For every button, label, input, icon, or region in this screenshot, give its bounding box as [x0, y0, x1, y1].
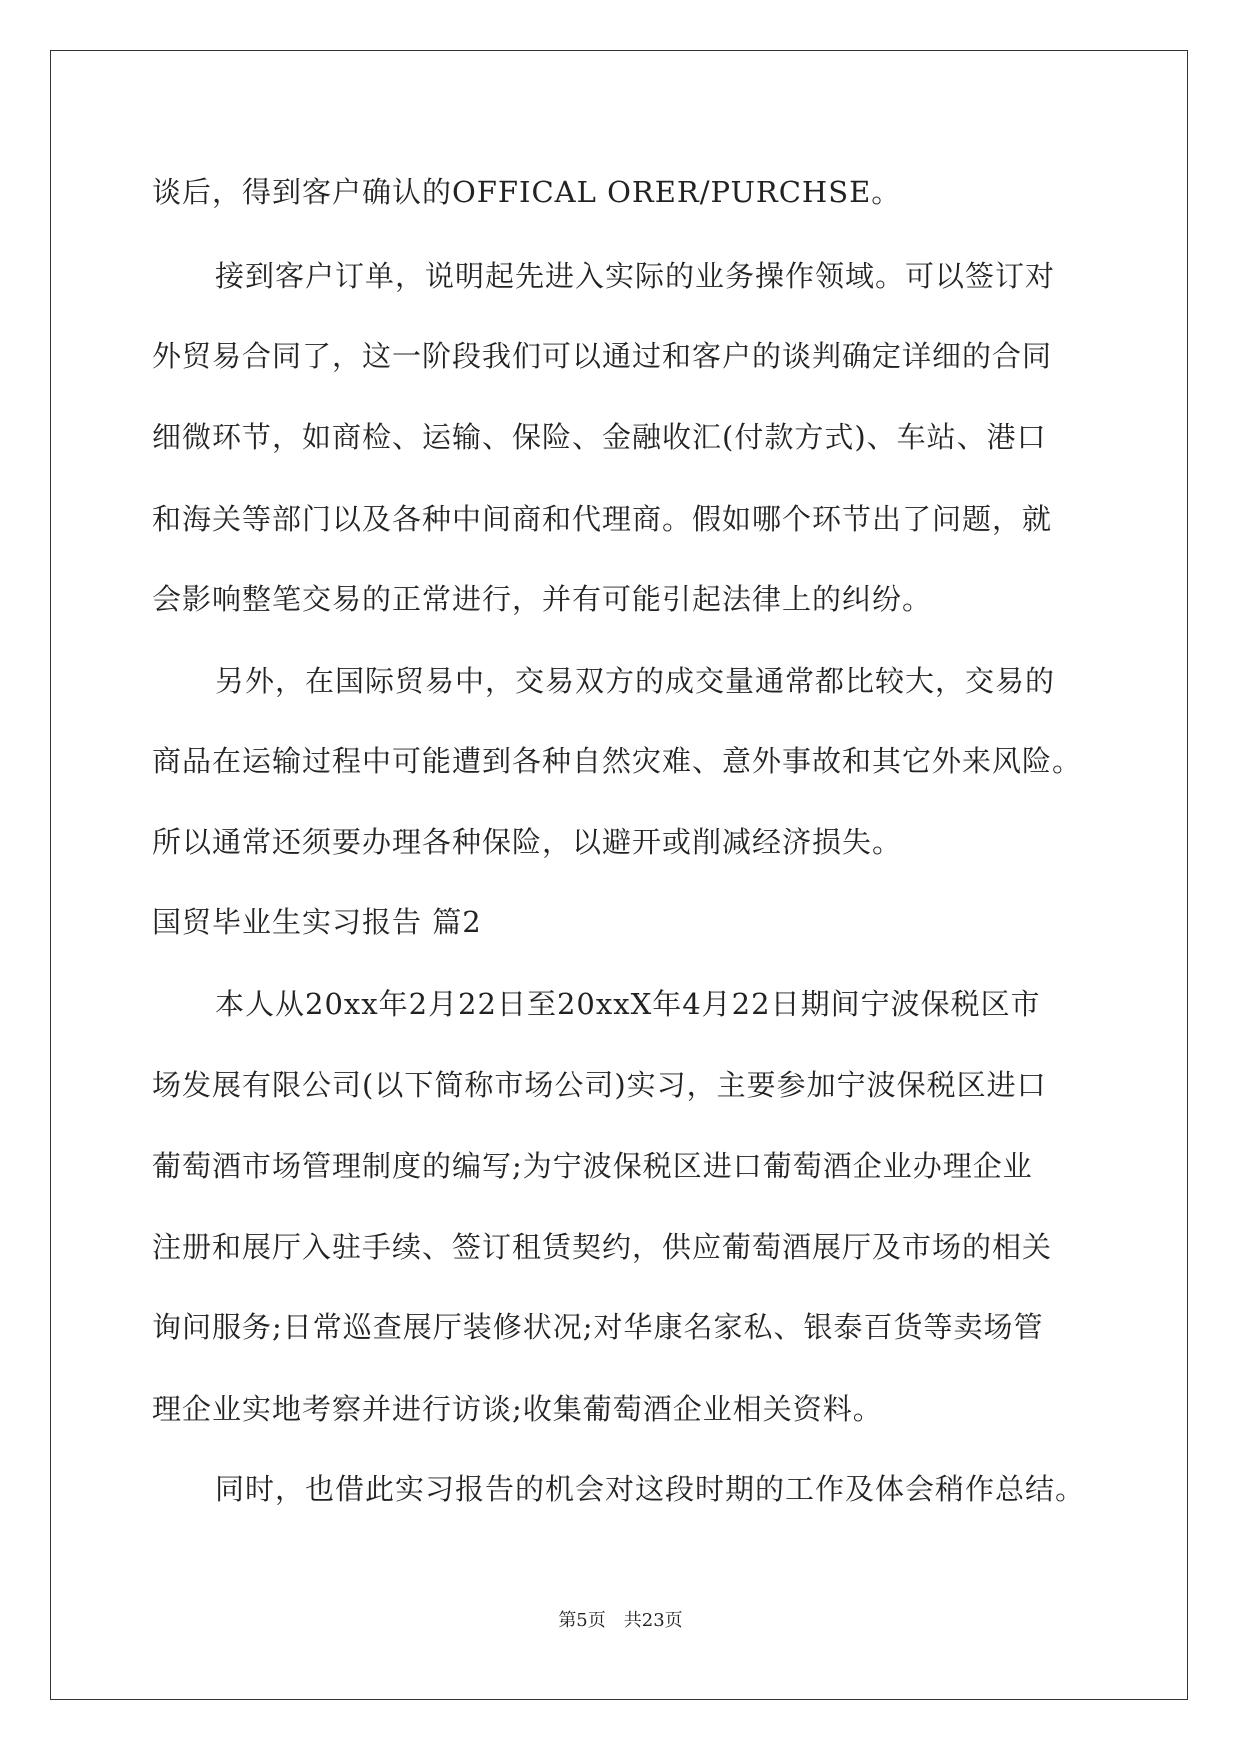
body-line: 另外，在国际贸易中，交易双方的成交量通常都比较大，交易的 [215, 664, 1056, 698]
body-line: 本人从20xx年2月22日至20xxX年4月22日期间宁波保税区市 [215, 987, 1041, 1021]
page-number: 第5页 [558, 1610, 606, 1631]
page-footer [0, 1609, 1241, 1633]
body-line: 注册和展厅入驻手续、签订租赁契约，供应葡萄酒展厅及市场的相关 [152, 1230, 1053, 1264]
body-line: 询问服务;日常巡查展厅装修状况;对华康名家私、银泰百货等卖场管 [152, 1310, 1044, 1344]
body-line: 接到客户订单，说明起先进入实际的业务操作领域。可以签订对 [215, 259, 1056, 293]
body-line: 和海关等部门以及各种中间商和代理商。假如哪个环节出了问题，就 [152, 502, 1053, 536]
body-line: 理企业实地考察并进行访谈;收集葡萄酒企业相关资料。 [152, 1392, 883, 1426]
page-total: 共23页 [623, 1610, 683, 1631]
body-line: 葡萄酒市场管理制度的编写;为宁波保税区进口葡萄酒企业办理企业 [152, 1149, 1033, 1183]
body-line: 谈后，得到客户确认的OFFICAL ORER/PURCHSE。 [152, 175, 902, 209]
body-line: 所以通常还须要办理各种保险，以避开或削减经济损失。 [152, 825, 903, 859]
page-border [50, 50, 1188, 1700]
body-line: 外贸易合同了，这一阶段我们可以通过和客户的谈判确定详细的合同 [152, 339, 1053, 373]
body-line: 场发展有限公司(以下简称市场公司)实习，主要参加宁波保税区进口 [152, 1068, 1047, 1102]
body-line: 同时，也借此实习报告的机会对这段时期的工作及体会稍作总结。 [215, 1472, 1086, 1506]
body-line: 细微环节，如商检、运输、保险、金融收汇(付款方式)、车站、港口 [152, 420, 1047, 454]
body-line: 商品在运输过程中可能遭到各种自然灾难、意外事故和其它外来风险。 [152, 744, 1083, 778]
section-heading: 国贸毕业生实习报告 篇2 [152, 905, 482, 939]
body-line: 会影响整笔交易的正常进行，并有可能引起法律上的纠纷。 [152, 582, 933, 616]
